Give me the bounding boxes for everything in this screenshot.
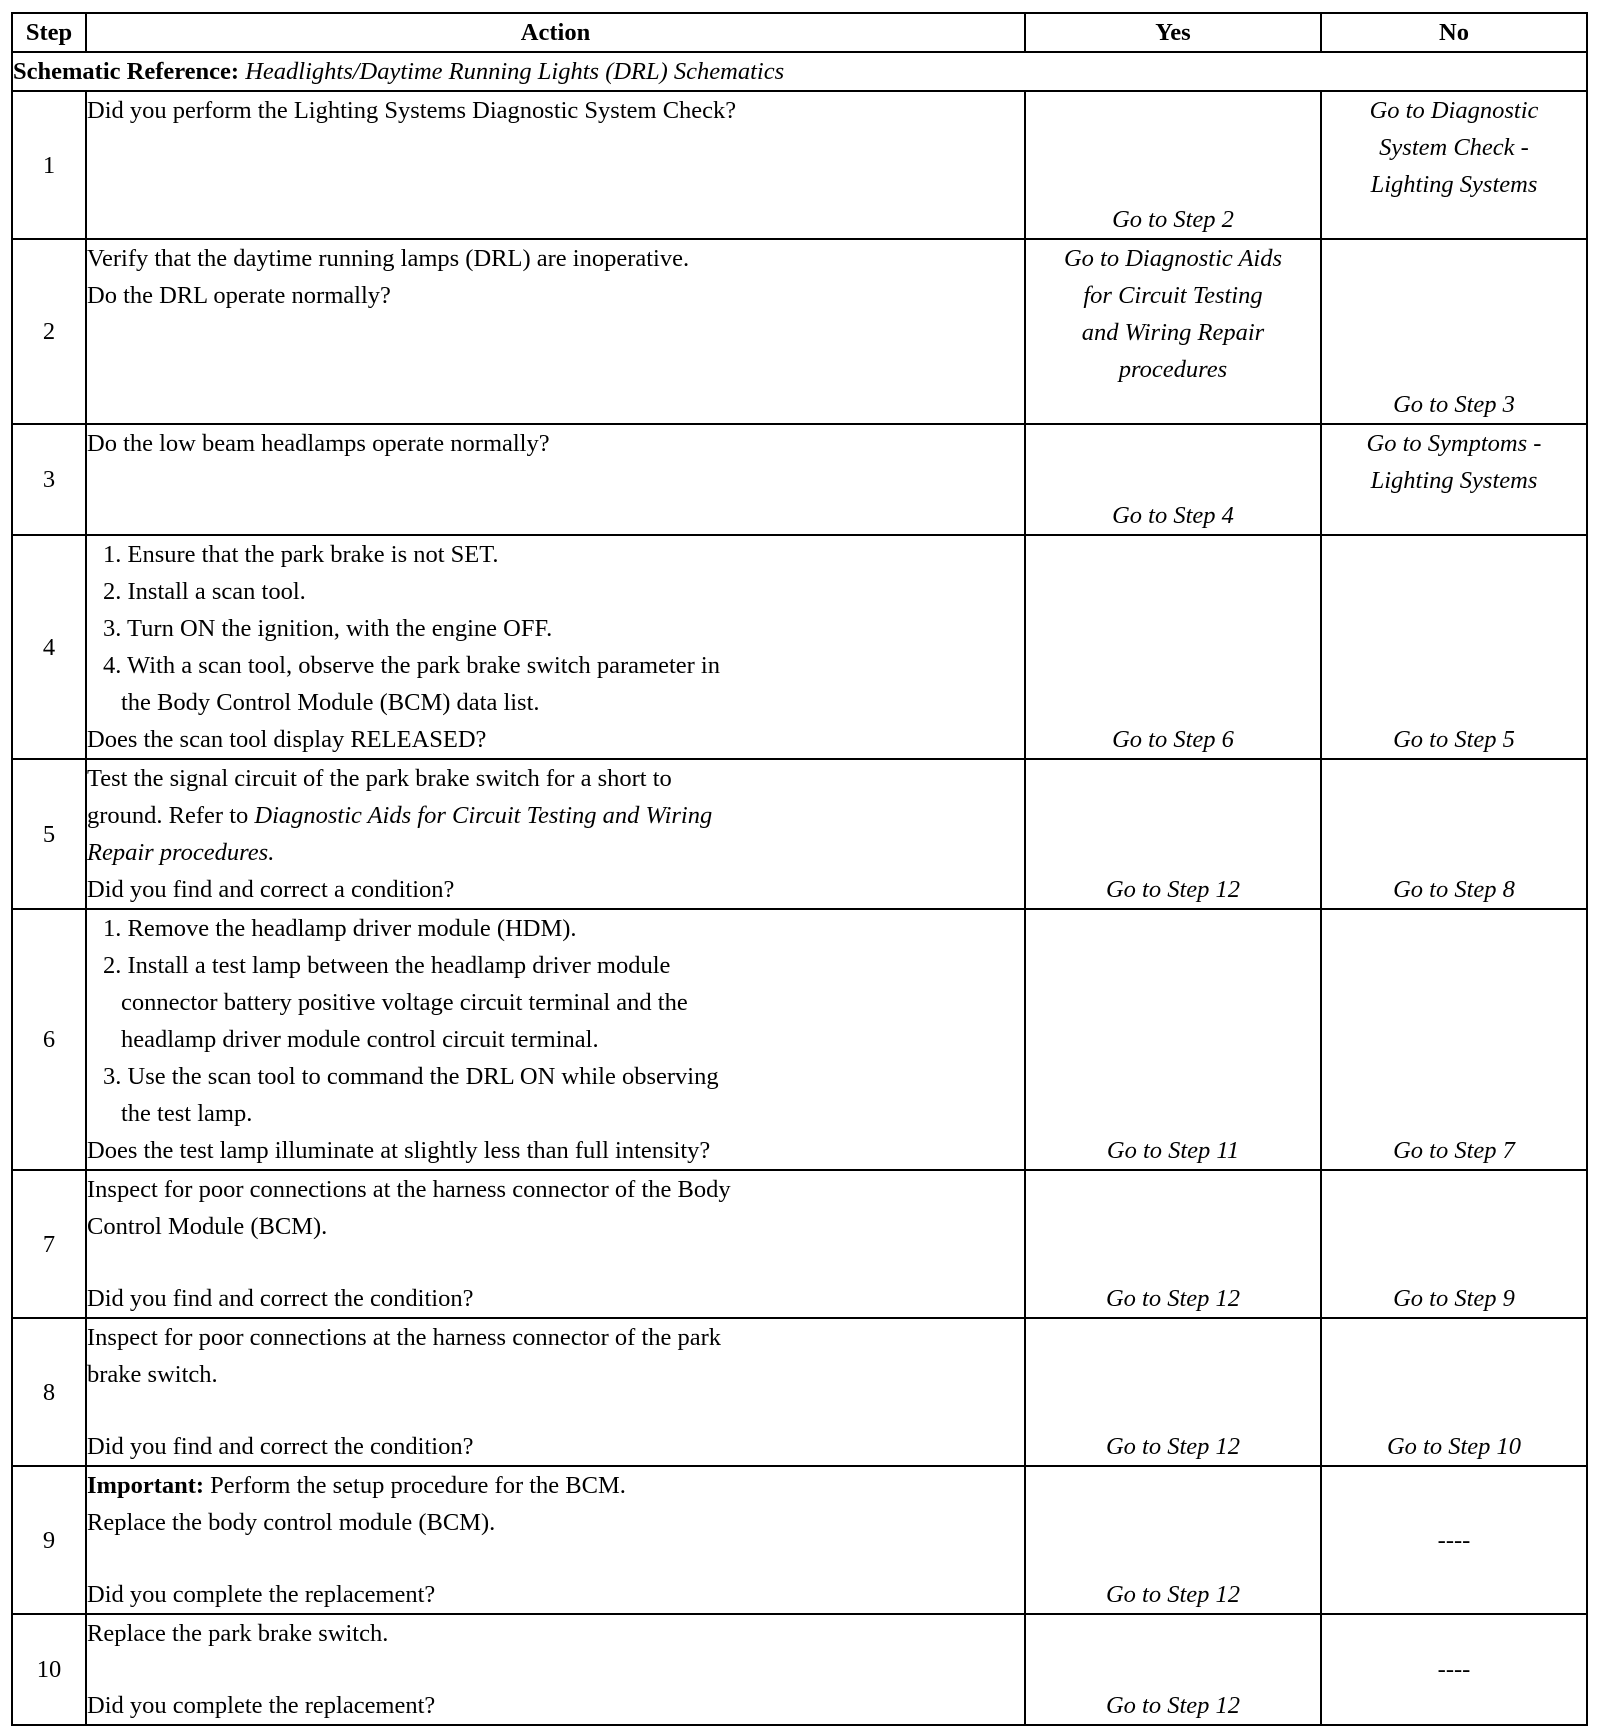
yes-cell (1025, 1466, 1321, 1614)
no-cell (1321, 1170, 1587, 1318)
yes-link[interactable]: Go to Step 11 (1106, 1137, 1240, 1164)
yes-cell (1025, 91, 1321, 239)
no-cell (1321, 1318, 1587, 1466)
action-text: Do the DRL operate normally? (87, 282, 391, 309)
action-text: Perform the setup procedure for the BCM. (210, 1472, 626, 1499)
action-text: Control Module (BCM). (87, 1213, 328, 1240)
action-cell (86, 909, 1025, 1170)
no-link[interactable]: Go to Step 9 (1393, 1285, 1515, 1312)
action-text: Replace the body control module (BCM). (87, 1509, 496, 1536)
action-cell (86, 1466, 1025, 1614)
no-cell (1321, 239, 1587, 424)
header-yes: Yes (1025, 13, 1321, 52)
action-text: Verify that the daytime running lamps (DRL) are inoperative. (87, 245, 690, 272)
action-text-line (87, 797, 1024, 834)
yes-cell (1025, 424, 1321, 535)
no-cell (1321, 1614, 1587, 1725)
no-dash: ---- (1437, 1526, 1471, 1554)
table-row (12, 239, 1587, 424)
yes-cell (1025, 909, 1321, 1170)
no-link[interactable]: Go to Step 8 (1393, 876, 1515, 903)
table-row (12, 759, 1587, 909)
action-cell (86, 1614, 1025, 1725)
yes-link[interactable]: Go to Step 12 (1105, 1285, 1241, 1312)
no-link[interactable]: Go to Step 5 (1393, 726, 1515, 753)
step-number: 7 (12, 1170, 86, 1318)
action-cell (86, 91, 1025, 239)
action-text: Replace the park brake switch. (87, 1620, 389, 1647)
no-link[interactable]: Lighting Systems (1370, 171, 1538, 198)
no-cell (1321, 91, 1587, 239)
action-cell (86, 759, 1025, 909)
action-cell (86, 239, 1025, 424)
table-row (12, 535, 1587, 759)
schematic-label: Schematic Reference: (13, 58, 240, 85)
no-link[interactable]: Go to Diagnostic (1369, 97, 1539, 124)
step-number: 8 (12, 1318, 86, 1466)
action-text: the Body Control Module (BCM) data list. (121, 689, 540, 716)
action-question: Does the scan tool display RELEASED? (87, 726, 487, 753)
action-text: brake switch. (87, 1361, 218, 1388)
no-cell (1321, 424, 1587, 535)
reference-link[interactable]: Repair procedures. (87, 839, 275, 866)
yes-link[interactable]: for Circuit Testing (1083, 282, 1263, 309)
no-cell (1321, 535, 1587, 759)
action-text: the test lamp. (121, 1100, 253, 1127)
no-link[interactable]: Go to Step 7 (1393, 1137, 1515, 1164)
action-text: Test the signal circuit of the park brake switch for a short to (87, 765, 672, 792)
step-number: 3 (12, 424, 86, 535)
yes-link[interactable]: Go to Step 12 (1105, 1581, 1241, 1608)
action-text: Do the low beam headlamps operate normally? (87, 430, 550, 457)
action-cell (86, 1170, 1025, 1318)
step-number: 10 (12, 1614, 86, 1725)
yes-cell (1025, 1318, 1321, 1466)
action-text: 2. Install a test lamp between the headlamp driver module (103, 952, 671, 979)
action-text-line (87, 1467, 1024, 1504)
step-number: 9 (12, 1466, 86, 1614)
action-cell (86, 1318, 1025, 1466)
reference-link[interactable]: Diagnostic Aids for Circuit Testing and Wiring (254, 802, 713, 829)
no-cell (1321, 759, 1587, 909)
table-row (12, 1170, 1587, 1318)
action-question: Did you complete the replacement? (87, 1581, 436, 1608)
step-number: 6 (12, 909, 86, 1170)
header-action: Action (86, 13, 1025, 52)
step-number: 4 (12, 535, 86, 759)
action-text: Inspect for poor connections at the harness connector of the Body (87, 1176, 731, 1203)
yes-link[interactable]: Go to Step 12 (1105, 1692, 1241, 1719)
no-cell (1321, 909, 1587, 1170)
action-text: 4. With a scan tool, observe the park brake switch parameter in (103, 652, 720, 679)
yes-link[interactable]: Go to Step 12 (1105, 1433, 1241, 1460)
yes-link[interactable]: Go to Diagnostic Aids (1063, 245, 1282, 272)
no-cell (1321, 1466, 1587, 1614)
yes-link[interactable]: Go to Step 12 (1105, 876, 1241, 903)
action-text: connector battery positive voltage circuit terminal and the (121, 989, 688, 1016)
no-dash: ---- (1437, 1656, 1471, 1683)
no-link[interactable]: Go to Symptoms - (1366, 430, 1542, 457)
diagnostic-table (11, 12, 1588, 1726)
yes-link[interactable]: Go to Step 2 (1112, 206, 1234, 233)
action-text: ground. Refer to (87, 802, 249, 829)
no-link[interactable]: Go to Step 3 (1393, 391, 1515, 418)
yes-link[interactable]: and Wiring Repair (1081, 319, 1265, 346)
action-text: headlamp driver module control circuit terminal. (121, 1026, 599, 1053)
table-row (12, 1466, 1587, 1614)
table-row (12, 91, 1587, 239)
action-text: 1. Remove the headlamp driver module (HDM). (103, 915, 577, 942)
yes-cell (1025, 239, 1321, 424)
no-link[interactable]: Lighting Systems (1370, 467, 1538, 494)
yes-cell (1025, 1170, 1321, 1318)
action-cell (86, 535, 1025, 759)
yes-cell (1025, 535, 1321, 759)
yes-link[interactable]: Go to Step 4 (1112, 502, 1234, 529)
action-text: 2. Install a scan tool. (103, 578, 306, 605)
header-row (12, 13, 1587, 52)
action-question: Did you complete the replacement? (87, 1692, 436, 1719)
header-step: Step (12, 13, 86, 52)
action-text: Did you perform the Lighting Systems Diagnostic System Check? (87, 97, 737, 124)
yes-cell (1025, 759, 1321, 909)
action-question: Does the test lamp illuminate at slightly less than full intensity? (87, 1137, 711, 1164)
no-link[interactable]: System Check - (1379, 134, 1529, 161)
important-label: Important: (87, 1472, 205, 1499)
yes-cell (1025, 1614, 1321, 1725)
schematic-link[interactable]: Headlights/Daytime Running Lights (DRL) Schematics (245, 58, 785, 85)
table-row (12, 909, 1587, 1170)
yes-link[interactable]: Go to Step 6 (1112, 726, 1234, 753)
step-number: 5 (12, 759, 86, 909)
header-no: No (1321, 13, 1587, 52)
action-text: 3. Turn ON the ignition, with the engine OFF. (103, 615, 553, 642)
action-question: Did you find and correct the condition? (87, 1433, 474, 1460)
schematic-reference (12, 52, 1587, 91)
step-number: 2 (12, 239, 86, 424)
diagnostic-table-container (11, 12, 1588, 1726)
action-cell (86, 424, 1025, 535)
action-text: 1. Ensure that the park brake is not SET. (103, 541, 499, 568)
no-link[interactable]: Go to Step 10 (1386, 1433, 1522, 1460)
action-question: Did you find and correct the condition? (87, 1285, 474, 1312)
step-number: 1 (12, 91, 86, 239)
schematic-row (12, 52, 1587, 91)
action-text: Inspect for poor connections at the harness connector of the park (87, 1324, 722, 1351)
action-question: Did you find and correct a condition? (87, 876, 455, 903)
table-row (12, 1614, 1587, 1725)
action-text: 3. Use the scan tool to command the DRL ON while observing (103, 1063, 719, 1090)
table-row (12, 424, 1587, 535)
table-row (12, 1318, 1587, 1466)
yes-link[interactable]: procedures (1118, 356, 1228, 383)
